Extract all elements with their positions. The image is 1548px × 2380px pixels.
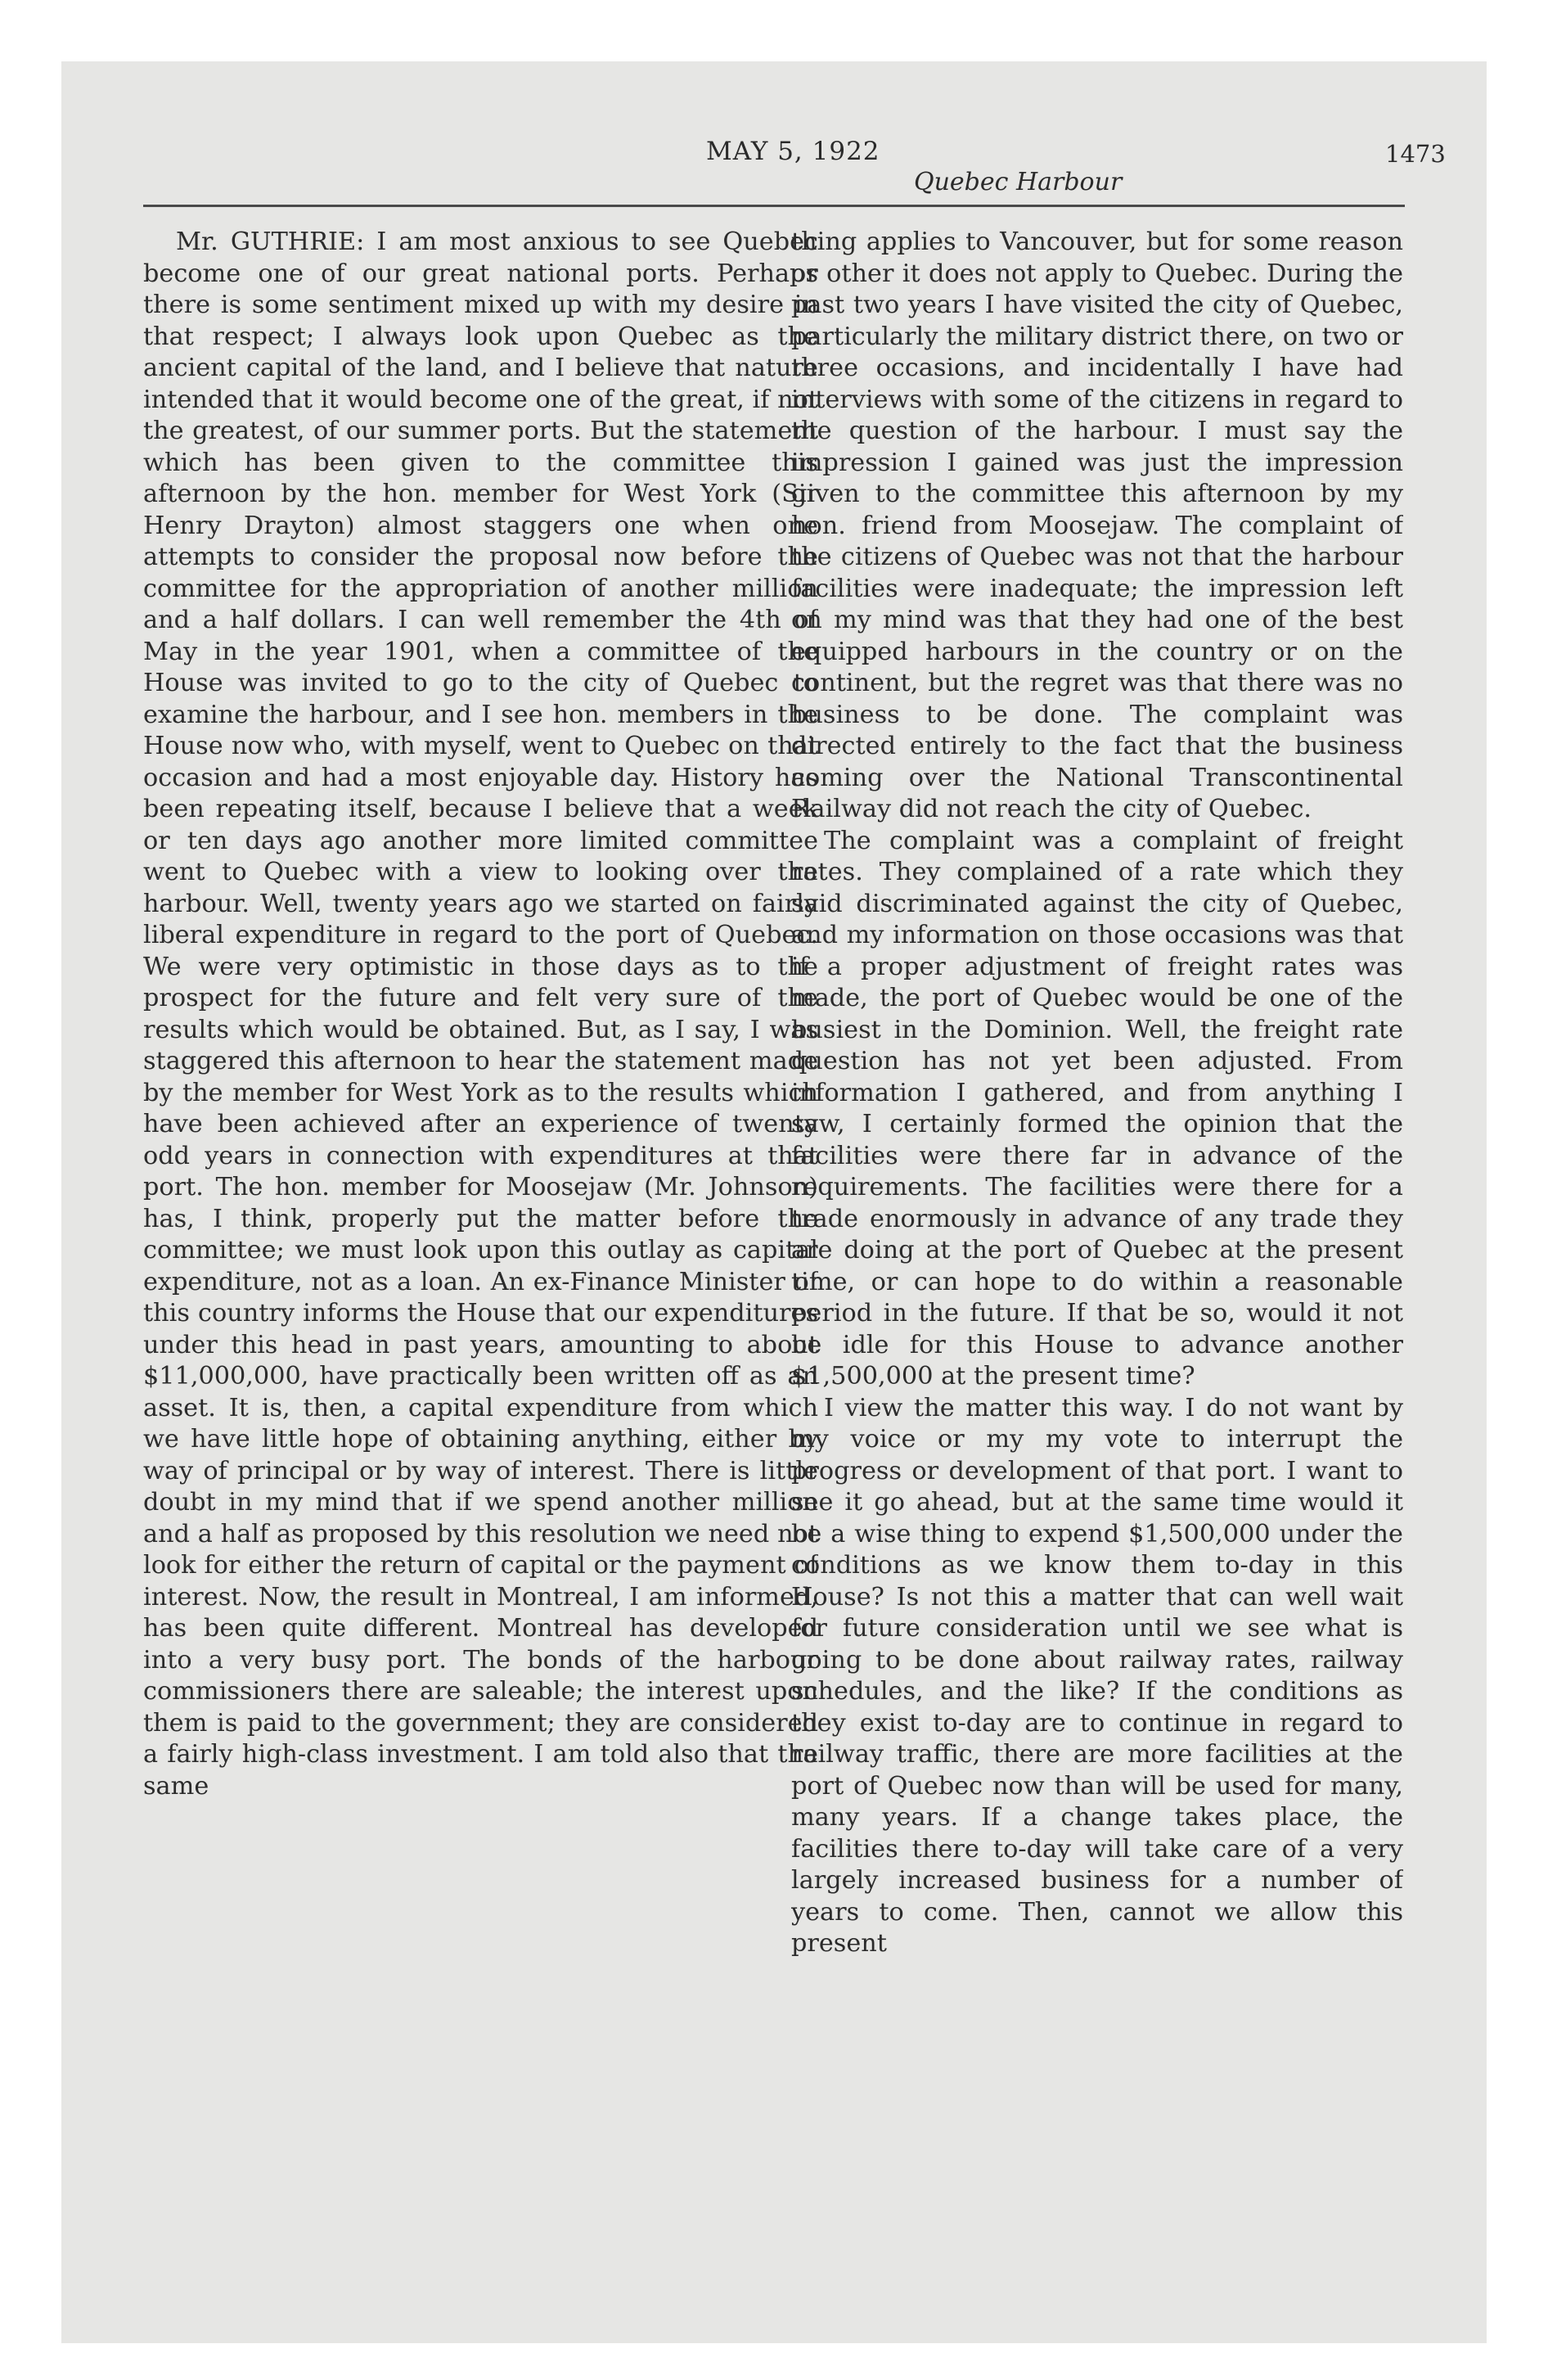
- right-column: [791, 227, 1403, 2306]
- header-page-number: 1473: [1385, 140, 1446, 168]
- scanned-page: [61, 61, 1487, 2343]
- paragraph: The complaint was a complaint of freight rates. They complained of a rate which they said discriminated against the city of Quebec, and my information on those occasions was that if a proper adjustment of freight rates was made, the port of Quebec would be one of the busiest in the Dominion. Well, the freight rate question has not yet been adjusted. From information I gathered, and from anything I saw, I certainly formed the opinion that the facilities were there far in advance of the requirements. The facilities were there for a trade enormously in advance of any trade they are doing at the port of Quebec at the present time, or can hope to do within a reasonable period in the future. If that be so, would it not be idle for this House to advance another $1,500,000 at the present time?: [791, 826, 1403, 1391]
- header-rule: [143, 205, 1405, 207]
- paragraph-continued: thing applies to Vancouver, but for some reason or other it does not apply to Quebec. During the past two years I have visited the city of Quebec, particularly the military district there, on two or three occasions, and incidentally I have had interviews with some of the citizens in regard to the question of the harbour. I must say the impression I gained was just the impression given to the committee this afternoon by my hon. friend from Moosejaw. The complaint of the citizens of Quebec was not that the harbour facilities were inadequate; the impression left on my mind was that they had one of the best equipped harbours in the country or on the continent, but the regret was that there was no business to be done. The complaint was directed entirely to the fact that the business coming over the National Transcontinental Railway did not reach the city of Quebec.: [791, 228, 1403, 823]
- left-column: [143, 227, 818, 2306]
- header-section-title: Quebec Harbour: [914, 168, 1123, 196]
- paragraph: Mr. GUTHRIE: I am most anxious to see Quebec become one of our great national ports. Perhaps there is some sentiment mixed up with my desire in that respect; I always look upon Quebec as the ancient capital of the land, and I believe that nature intended that it would become one of the great, if not the greatest, of our summer ports. But the statement which has been given to the committee this afternoon by the hon. member for West York (Sir Henry Drayton) almost staggers one when one attempts to consider the proposal now before the committee for the appropriation of another million and a half dollars. I can well remember the 4th of May in the year 1901, when a committee of the House was invited to go to the city of Quebec to examine the harbour, and I see hon. members in the House now who, with myself, went to Quebec on that occasion and had a most enjoyable day. History has been repeating itself, because I believe that a week or ten days ago another more limited committee went to Quebec with a view to looking over the harbour. Well, twenty years ago we started on fairly liberal expenditure in regard to the port of Quebec. We were very optimistic in those days as to the prospect for the future and felt very sure of the results which would be obtained. But, as I say, I was staggered this afternoon to hear the statement made by the member for West York as to the results which have been achieved after an experience of twenty odd years in connection with expenditures at that port. The hon. member for Moosejaw (Mr. Johnson) has, I think, properly put the matter before the committee; we must look upon this outlay as capital expenditure, not as a loan. An ex-Finance Minister of this country informs the House that our expenditures under this head in past years, amounting to about $11,000,000, have practically been written off as an asset. It is, then, a capital expenditure from which we have little hope of obtaining anything, either by way of principal or by way of interest. There is little doubt in my mind that if we spend another million and a half as proposed by this resolution we need not look for either the return of capital or the payment of interest. Now, the result in Montreal, I am informed, has been quite different. Montreal has developed into a very busy port. The bonds of the harbour commissioners there are saleable; the interest upon them is paid to the government; they are considered a fairly high-class investment. I am told also that the same: [143, 228, 818, 1801]
- page-header: [61, 61, 1487, 209]
- header-date: MAY 5, 1922: [706, 137, 880, 166]
- paragraph: I view the matter this way. I do not want by my voice or my my vote to interrupt the progress or development of that port. I want to see it go ahead, but at the same time would it be a wise thing to expend $1,500,000 under the conditions as we know them to-day in this House? Is not this a matter that can well wait for future consideration until we see what is going to be done about railway rates, railway schedules, and the like? If the conditions as they exist to-day are to continue in regard to railway traffic, there are more facilities at the port of Quebec now than will be used for many, many years. If a change takes place, the facilities there to-day will take care of a very largely increased business for a number of years to come. Then, cannot we allow this present: [791, 1393, 1403, 1958]
